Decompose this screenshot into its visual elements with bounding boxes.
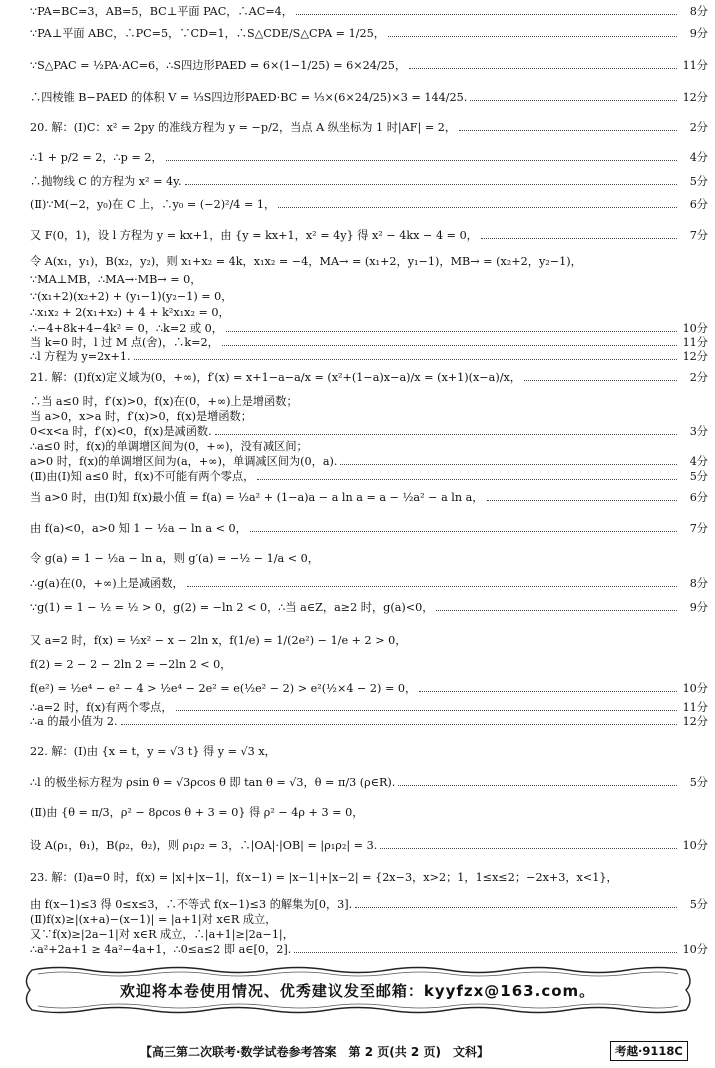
leader-dots: [121, 714, 677, 725]
leader-dots: [215, 424, 677, 435]
leader-dots: [311, 440, 677, 450]
leader-dots: [279, 745, 677, 755]
answer-text: (Ⅱ)f(x)≥|(x+a)−(x−1)| = |a+1|对 x∈R 成立，: [30, 913, 277, 926]
answer-line: [30, 58, 708, 74]
answer-text: ∵MA⊥MB，∴MA→·MB→ = 0，: [30, 273, 202, 286]
answer-text: ∵PA⊥平面 ABC，∴PC=5，∵CD=1，∴S△CDE/S△CPA = 1/25，: [30, 27, 385, 40]
answer-text: ∵PA=BC=3，AB=5，BC⊥平面 PAC，∴AC=4，: [30, 5, 293, 18]
leader-dots: [487, 490, 678, 501]
leader-dots: [419, 681, 677, 692]
score-mark: 6分: [689, 198, 708, 211]
score-mark: 5分: [689, 776, 708, 789]
answer-line: [30, 254, 708, 270]
answer-line: [30, 927, 708, 943]
answer-text: 23. 解：(Ⅰ)a=0 时，f(x) = |x|+|x−1|，f(x−1) = |x−1|+|x−2| = {2x−3，x>2；1，1≤x≤2；−2x+3，x<1}，: [30, 871, 618, 884]
score-mark: 3分: [689, 425, 708, 438]
answer-line: [30, 90, 708, 106]
leader-dots: [366, 806, 677, 816]
answer-text: 令 A(x₁，y₁)，B(x₂，y₂)，则 x₁+x₂ = 4k，x₁x₂ = −4，MA→ = (x₁+2，y₁−1)，MB→ = (x₂+2，y₂−1)，: [30, 255, 582, 268]
leader-dots: [279, 913, 677, 923]
footer-title: 【高三第二次联考·数学试卷参考答案 第 2 页(共 2 页) 文科】: [140, 1045, 489, 1059]
answer-text: ∵(x₁+2)(x₂+2) + (y₁−1)(y₂−1) = 0，: [30, 290, 233, 303]
answer-line: [30, 4, 708, 20]
leader-dots: [294, 942, 677, 953]
answer-text: 当 a>0 时，由(Ⅰ)知 f(x)最小值 = f(a) = ½a² + (1−a)a − a ln a = a − ½a² − a ln a，: [30, 491, 484, 504]
leader-dots: [176, 700, 677, 711]
score-mark: 5分: [689, 898, 708, 911]
answer-text: ∴a²+2a+1 ≥ 4a²−4a+1，∴0≤a≤2 即 a∈[0，2].: [30, 943, 292, 956]
score-mark: 5分: [689, 470, 708, 483]
answer-line: [30, 409, 708, 425]
answer-text: ∵g(1) = 1 − ½ = ½ > 0，g(2) = −ln 2 < 0，∴当 a∈Z，a≥2 时，g(a)<0，: [30, 601, 434, 614]
score-mark: 11分: [682, 336, 708, 349]
answer-text: 又 a=2 时，f(x) = ½x² − x − 2ln x，f(1/e) = 1/(2e²) − 1/e + 2 > 0，: [30, 634, 407, 647]
answer-text: (Ⅱ)∵M(−2，y₀)在 C 上，∴y₀ = (−2)²/4 = 1，: [30, 198, 276, 211]
answer-line: [30, 394, 708, 410]
answer-text: a>0 时，f(x)的单调增区间为(a，+∞)，单调减区间为(0，a).: [30, 455, 338, 468]
score-mark: 12分: [682, 91, 708, 104]
answer-line: [30, 439, 708, 455]
answer-text: 由 f(x−1)≤3 得 0≤x≤3，∴不等式 f(x−1)≤3 的解集为[0，3].: [30, 898, 353, 911]
banner-text: 欢迎将本卷使用情况、优秀建议发至邮箱：kyyfzx@163.com。: [119, 982, 596, 1000]
score-mark: 9分: [689, 27, 708, 40]
answer-text: ∴a 的最小值为 2.: [30, 715, 118, 728]
answer-line: [30, 370, 708, 386]
answer-text: 由 f(a)<0，a>0 知 1 − ½a − ln a < 0，: [30, 522, 247, 535]
leader-dots: [257, 469, 677, 480]
answer-text: ∴当 a≤0 时，f′(x)>0，f(x)在(0，+∞)上是增函数；: [30, 395, 298, 408]
answer-text: 设 A(ρ₁，θ₁)，B(ρ₂，θ₂)，则 ρ₁ρ₂ = 3，∴|OA|·|OB| = |ρ₁ρ₂| = 3.: [30, 839, 378, 852]
answer-line: [30, 228, 708, 244]
score-mark: 2分: [689, 121, 708, 134]
score-mark: 10分: [682, 322, 708, 335]
answer-line: [30, 551, 708, 567]
answer-text: 又 F(0，1)，设 l 方程为 y = kx+1，由 {y = kx+1，x² = 4y} 得 x² − 4kx − 4 = 0，: [30, 229, 478, 242]
answer-text: (Ⅱ)由 {θ = π/3，ρ² − 8ρcos θ + 3 = 0} 得 ρ² − 4ρ + 3 = 0，: [30, 806, 364, 819]
score-mark: 5分: [689, 175, 708, 188]
leader-dots: [481, 228, 677, 239]
leader-dots: [296, 4, 677, 15]
answer-line: [30, 174, 708, 190]
answer-text: (Ⅱ)由(Ⅰ)知 a≤0 时，f(x)不可能有两个零点，: [30, 470, 255, 483]
answer-text: 21. 解：(Ⅰ)f(x)定义域为(0，+∞)，f′(x) = x+1−a−a/x = (x²+(1−a)x−a)/x = (x+1)(x−a)/x，: [30, 371, 521, 384]
answer-line: [30, 150, 708, 166]
leader-dots: [233, 306, 677, 316]
answer-line: [30, 714, 708, 730]
answer-text: ∴x₁x₂ + 2(x₁+x₂) + 4 + k²x₁x₂ = 0，: [30, 306, 230, 319]
leader-dots: [355, 897, 677, 908]
footer-code: 考越·9118C: [610, 1041, 688, 1061]
answer-text: ∴抛物线 C 的方程为 x² = 4y.: [30, 175, 182, 188]
leader-dots: [222, 335, 677, 346]
leader-dots: [585, 255, 677, 265]
answer-text: ∴1 + p/2 = 2，∴p = 2，: [30, 151, 163, 164]
answer-text: ∴−4+8k+4−4k² = 0，∴k=2 或 0，: [30, 322, 223, 335]
answer-text: ∴a≤0 时，f(x)的单调增区间为(0，+∞)，没有减区间；: [30, 440, 308, 453]
score-mark: 8分: [689, 5, 708, 18]
score-mark: 10分: [682, 682, 708, 695]
answer-line: [30, 289, 708, 305]
answer-text: ∴a=2 时，f(x)有两个零点，: [30, 701, 173, 714]
answer-line: [30, 942, 708, 958]
leader-dots: [235, 290, 677, 300]
score-mark: 10分: [682, 943, 708, 956]
leader-dots: [409, 58, 677, 69]
answer-text: 令 g(a) = 1 − ½a − ln a，则 g′(a) = −½ − 1/a < 0，: [30, 552, 319, 565]
answer-line: [30, 744, 708, 760]
answer-text: ∵S△PAC = ½PA·AC=6，∴S四边形PAED = 6×(1−1/25) = 6×24/25，: [30, 59, 407, 72]
score-mark: 9分: [689, 601, 708, 614]
leader-dots: [187, 576, 677, 587]
answer-line: [30, 912, 708, 928]
leader-dots: [459, 120, 677, 131]
leader-dots: [166, 150, 677, 161]
leader-dots: [234, 658, 677, 668]
leader-dots: [250, 521, 677, 532]
answer-line: [30, 775, 708, 791]
answer-text: ∴l 的极坐标方程为 ρsin θ = √3ρcos θ 即 tan θ = √3，θ = π/3 (ρ∈R).: [30, 776, 396, 789]
answer-line: [30, 454, 708, 470]
answer-line: [30, 197, 708, 213]
score-mark: 6分: [689, 491, 708, 504]
leader-dots: [134, 349, 677, 360]
answer-line: [30, 490, 708, 506]
answer-line: [30, 469, 708, 485]
leader-dots: [255, 410, 677, 420]
answer-line: [30, 897, 708, 913]
answer-line: [30, 870, 708, 886]
answer-text: ∴四棱锥 B−PAED 的体积 V = ⅓S四边形PAED·BC = ⅓×(6×24/25)×3 = 144/25.: [30, 91, 468, 104]
score-mark: 12分: [682, 350, 708, 363]
answer-text: 又∵f(x)≥|2a−1|对 x∈R 成立，∴|a+1|≥|2a−1|，: [30, 928, 294, 941]
answer-text: 20. 解：(Ⅰ)C：x² = 2py 的准线方程为 y = −p/2，当点 A 纵坐标为 1 时|AF| = 2，: [30, 121, 457, 134]
leader-dots: [524, 370, 677, 381]
leader-dots: [226, 321, 677, 332]
score-mark: 7分: [689, 522, 708, 535]
leader-dots: [301, 395, 677, 405]
answer-line: [30, 838, 708, 854]
answer-text: 当 a>0，x>a 时，f′(x)>0，f(x)是增函数；: [30, 410, 252, 423]
answer-line: [30, 681, 708, 697]
leader-dots: [322, 552, 677, 562]
leader-dots: [185, 174, 677, 185]
leader-dots: [436, 600, 677, 611]
leader-dots: [380, 838, 677, 849]
score-mark: 11分: [682, 59, 708, 72]
page-footer: [0, 1040, 715, 1064]
answer-line: [30, 576, 708, 592]
answer-line: [30, 305, 708, 321]
answer-line: [30, 424, 708, 440]
leader-dots: [470, 90, 677, 101]
answer-line: [30, 120, 708, 136]
answer-line: [30, 657, 708, 673]
score-mark: 10分: [682, 839, 708, 852]
answer-text: ∴l 方程为 y=2x+1.: [30, 350, 131, 363]
score-mark: 7分: [689, 229, 708, 242]
leader-dots: [297, 928, 677, 938]
answer-text: f(e²) = ½e⁴ − e² − 4 > ½e⁴ − 2e² = e(½e² − 2) > e²(½×4 − 2) = 0，: [30, 682, 417, 695]
answer-line: [30, 272, 708, 288]
leader-dots: [621, 871, 677, 881]
answer-line: [30, 521, 708, 537]
answer-text: 当 k=0 时，l 过 M 点(舍)，∴k=2，: [30, 336, 219, 349]
contact-banner: [18, 964, 697, 1016]
answer-line: [30, 600, 708, 616]
answer-line: [30, 26, 708, 42]
answer-line: [30, 349, 708, 365]
leader-dots: [340, 454, 677, 465]
score-mark: 4分: [689, 151, 708, 164]
answer-line: [30, 633, 708, 649]
score-mark: 8分: [689, 577, 708, 590]
leader-dots: [204, 273, 677, 283]
score-mark: 2分: [689, 371, 708, 384]
answer-text: f(2) = 2 − 2 − 2ln 2 = −2ln 2 < 0，: [30, 658, 232, 671]
leader-dots: [388, 26, 677, 37]
leader-dots: [278, 197, 677, 208]
leader-dots: [398, 775, 677, 786]
answer-text: 22. 解：(Ⅰ)由 {x = t，y = √3 t} 得 y = √3 x，: [30, 745, 276, 758]
answer-line: [30, 805, 708, 821]
score-mark: 11分: [682, 701, 708, 714]
score-mark: 12分: [682, 715, 708, 728]
leader-dots: [409, 634, 677, 644]
answer-text: ∴g(a)在(0，+∞)上是减函数，: [30, 577, 184, 590]
answer-text: 0<x<a 时，f′(x)<0，f(x)是减函数.: [30, 425, 212, 438]
score-mark: 4分: [689, 455, 708, 468]
